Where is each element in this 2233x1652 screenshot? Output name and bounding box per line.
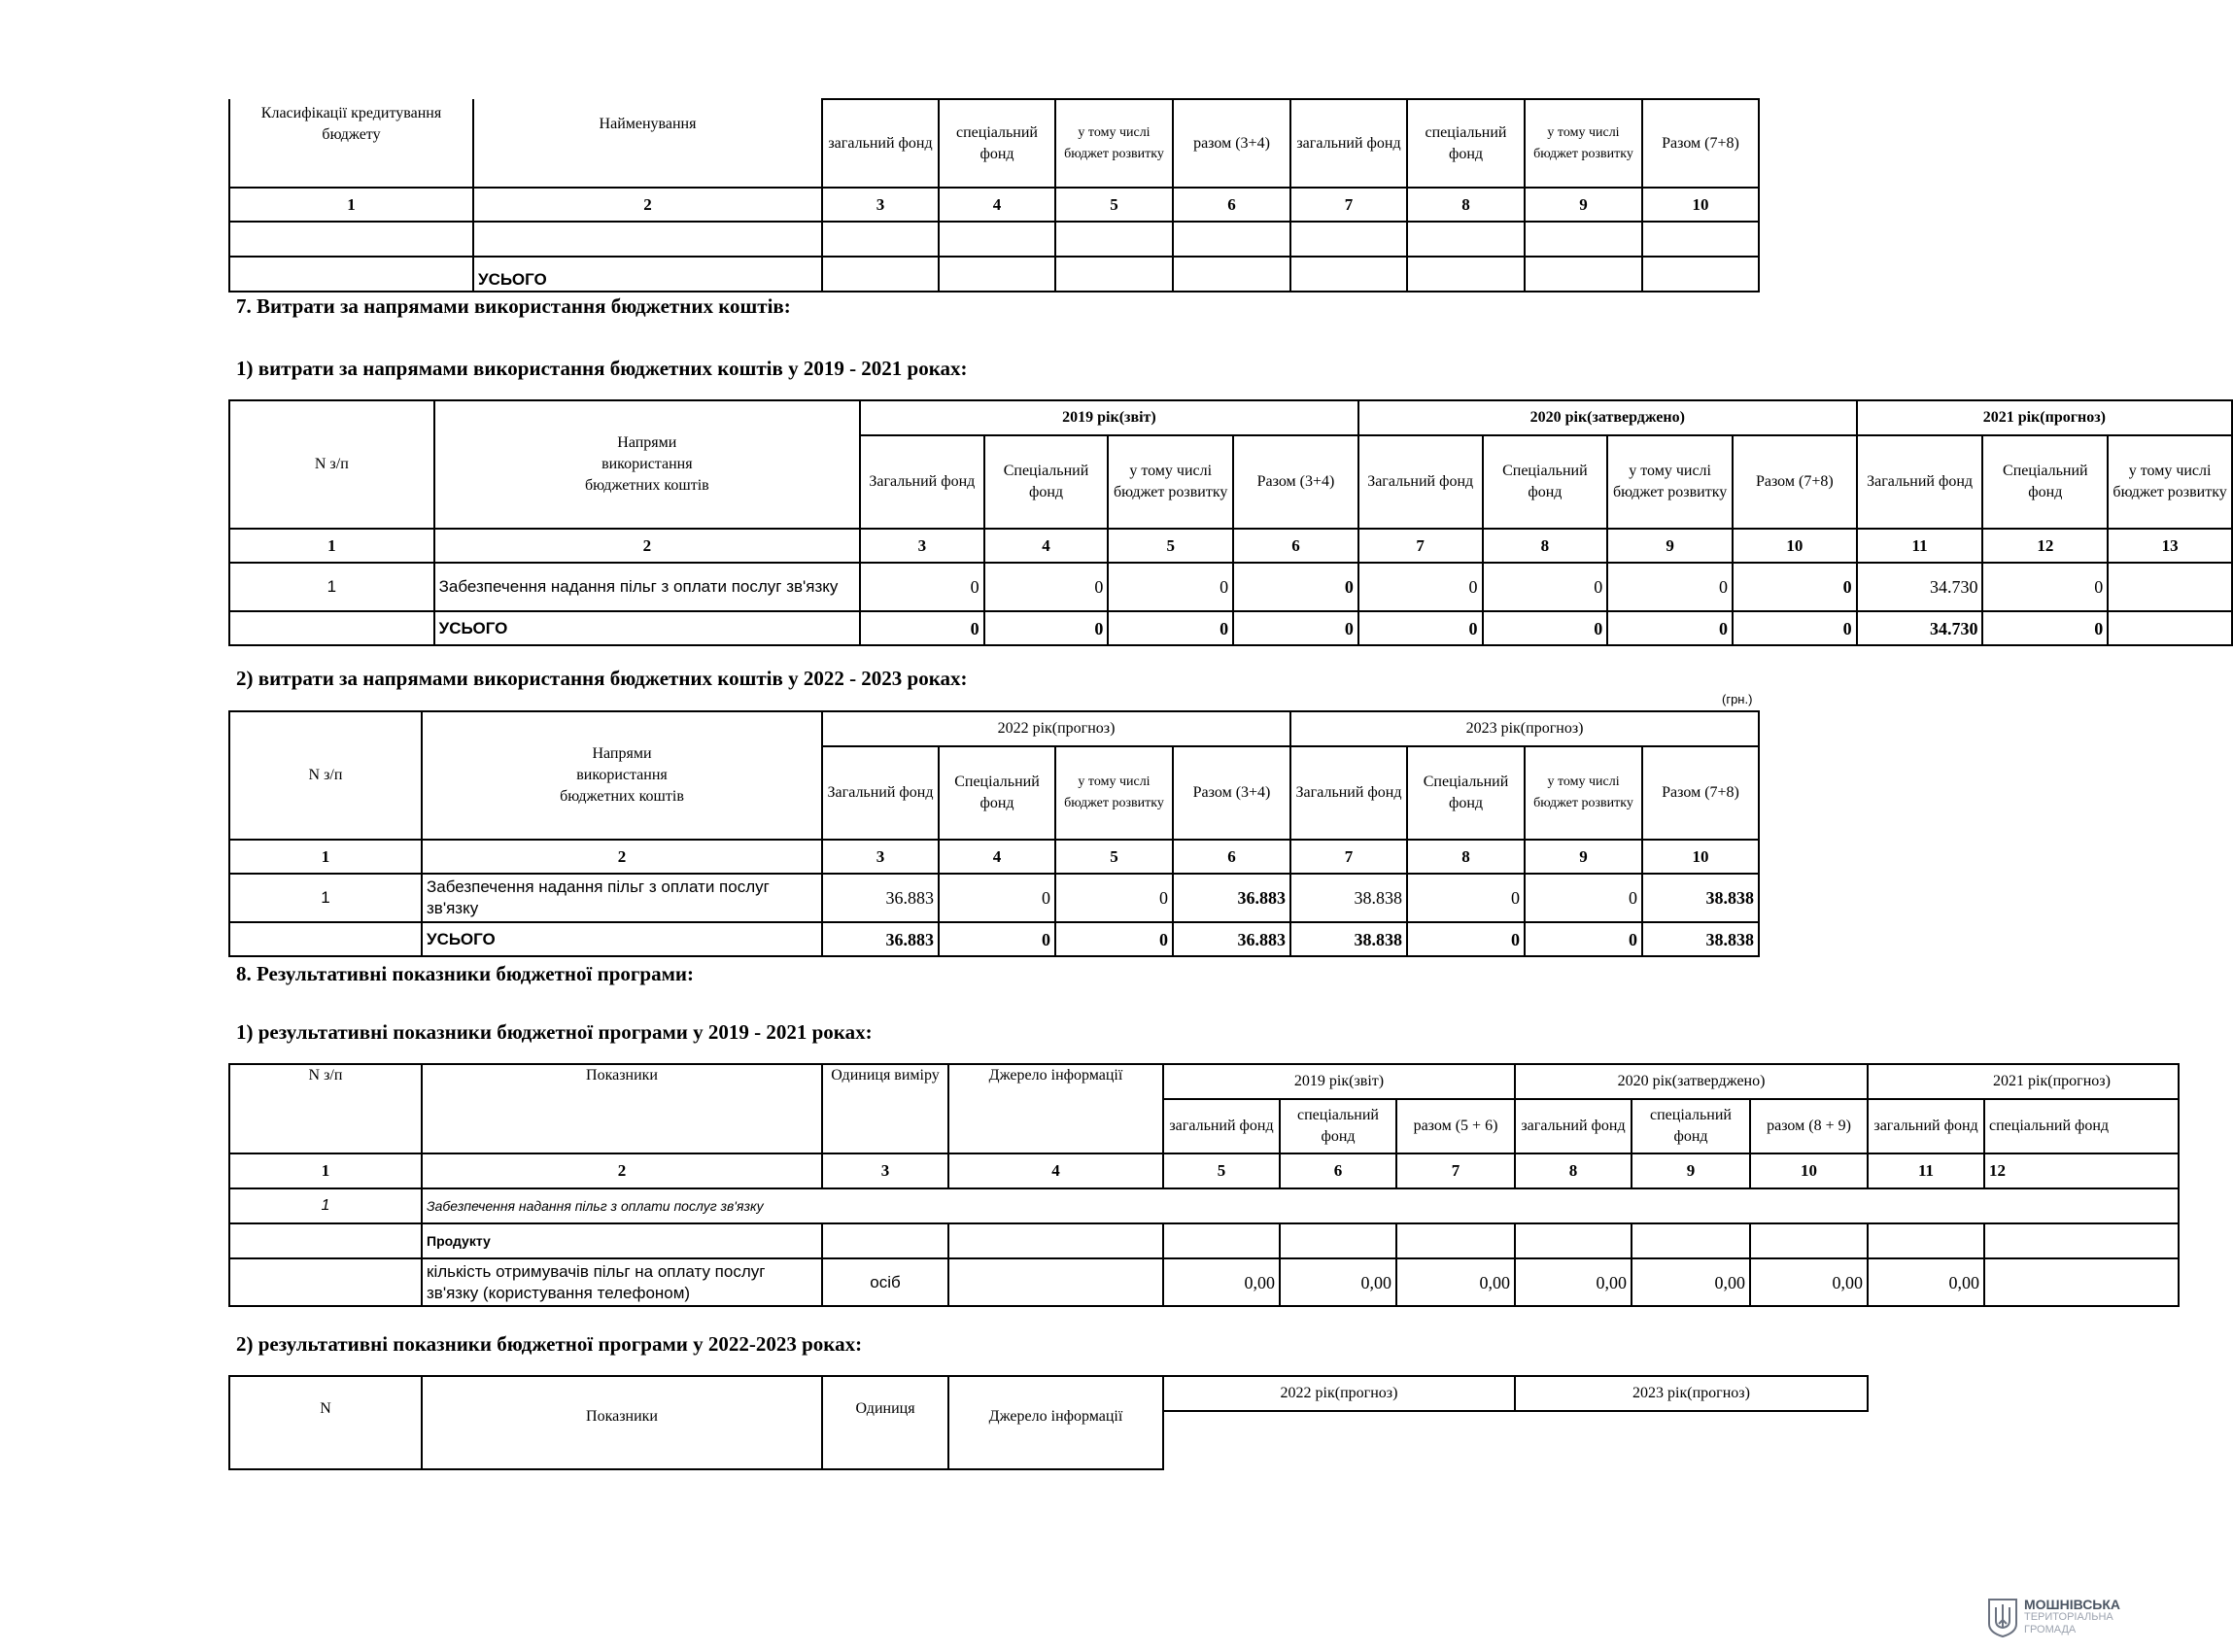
index-cell: 10 (1642, 840, 1759, 874)
empty-cell (1407, 257, 1525, 292)
row-number: 1 (229, 874, 422, 922)
group-row (229, 1223, 2179, 1258)
index-cell: 3 (822, 840, 939, 874)
task-row (229, 1188, 2179, 1223)
indicator-row (229, 1258, 2179, 1306)
empty-cell (229, 611, 434, 645)
empty-cell (822, 222, 939, 257)
empty-cell (948, 1223, 1163, 1258)
empty-cell (2108, 611, 2232, 645)
total-cell: 0 (1108, 611, 1233, 645)
empty-cell (1290, 257, 1407, 292)
header-col-3: загальний фонд (822, 99, 939, 188)
year-header-2019: 2019 рік(звіт) (860, 400, 1358, 435)
header-col-6: Разом (3+4) (1173, 746, 1290, 840)
total-label: УСЬОГО (434, 611, 860, 645)
header-col-11: Загальний фонд (1857, 435, 1983, 529)
empty-cell (1632, 1223, 1750, 1258)
empty-cell (1642, 257, 1759, 292)
index-cell: 4 (939, 188, 1055, 222)
empty-cell (1525, 222, 1642, 257)
indicator-group-label: Продукту (422, 1223, 822, 1258)
total-cell: 0 (1407, 922, 1525, 956)
index-cell: 10 (1642, 188, 1759, 222)
section-8-title: 8. Результативні показники бюджетної програми: (236, 962, 695, 985)
row-direction-name: Забезпечення надання пільг з оплати послуг зв'язку (434, 563, 860, 611)
header-indicators: Показники (422, 1376, 822, 1469)
value-cell: 0,00 (1280, 1258, 1396, 1306)
index-cell: 3 (822, 188, 939, 222)
task-number: 1 (229, 1188, 422, 1223)
value-cell: 0,00 (1396, 1258, 1515, 1306)
logo-text (2024, 1596, 2121, 1636)
header-unit: Одиниця виміру (822, 1064, 948, 1153)
header-col-6: спеціальний фонд (1280, 1099, 1396, 1153)
total-row (229, 611, 2232, 645)
header-col-7: загальний фонд (1290, 99, 1407, 188)
header-col-6: Разом (3+4) (1233, 435, 1358, 529)
value-cell: 0 (1733, 563, 1857, 611)
empty-cell (1173, 222, 1290, 257)
total-cell: 0 (1483, 611, 1608, 645)
empty-cell (939, 257, 1055, 292)
index-cell: 2 (422, 1153, 822, 1188)
total-label: УСЬОГО (473, 257, 822, 292)
index-cell: 7 (1290, 840, 1407, 874)
empty-cell (1515, 1223, 1632, 1258)
total-label: УСЬОГО (422, 922, 822, 956)
empty-cell (1407, 222, 1525, 257)
index-cell: 5 (1055, 840, 1173, 874)
header-col-8: спеціальний фонд (1407, 99, 1525, 188)
total-cell: 0 (1055, 922, 1173, 956)
section-7-subtitle-2: 2) витрати за напрямами використання бюджетних коштів у 2022 - 2023 роках: (236, 667, 968, 690)
header-col-5: загальний фонд (1163, 1099, 1280, 1153)
table-row (229, 563, 2232, 611)
index-cell: 3 (822, 1153, 948, 1188)
header-col-10: разом (8 + 9) (1750, 1099, 1868, 1153)
community-logo (1987, 1597, 2120, 1637)
header-number: N з/п (229, 1064, 422, 1153)
value-cell: 0,00 (1868, 1258, 1984, 1306)
header-name: Найменування (473, 99, 822, 188)
index-cell: 6 (1280, 1153, 1396, 1188)
empty-cell (1750, 1223, 1868, 1258)
header-col-8: загальний фонд (1515, 1099, 1632, 1153)
index-cell: 2 (422, 840, 822, 874)
expenses-2019-2021-clip (226, 398, 2227, 648)
year-header-2023: 2023 рік(прогноз) (1290, 711, 1759, 746)
expenses-2019-2021-table (228, 399, 2233, 646)
index-cell: 12 (1984, 1153, 2179, 1188)
total-cell: 0 (1607, 611, 1733, 645)
total-cell: 36.883 (822, 922, 939, 956)
header-col-4: Спеціальний фонд (939, 746, 1055, 840)
header-source: Джерело інформації (948, 1376, 1163, 1469)
empty-cell (1163, 1223, 1280, 1258)
index-cell: 1 (229, 188, 473, 222)
index-cell: 9 (1525, 188, 1642, 222)
header-col-13: у тому числі бюджет розвитку (2108, 435, 2232, 529)
index-cell: 8 (1483, 529, 1608, 563)
year-header-2022: 2022 рік(прогноз) (822, 711, 1290, 746)
row-number: 1 (229, 563, 434, 611)
header-col-12: спеціальний фонд (1984, 1099, 2179, 1153)
total-cell: 0 (939, 922, 1055, 956)
index-cell: 5 (1163, 1153, 1280, 1188)
header-col-5: у тому числі бюджет розвитку (1055, 99, 1173, 188)
index-cell: 6 (1173, 840, 1290, 874)
value-cell: 38.838 (1290, 874, 1407, 922)
index-cell: 7 (1358, 529, 1483, 563)
total-cell: 38.838 (1290, 922, 1407, 956)
header-number: N (229, 1376, 422, 1469)
value-cell: 0 (1982, 563, 2108, 611)
value-cell: 34.730 (1857, 563, 1983, 611)
header-col-3: Загальний фонд (860, 435, 984, 529)
value-cell: 0 (1483, 563, 1608, 611)
section-8-subtitle-2: 2) результативні показники бюджетної програми у 2022-2023 роках: (236, 1332, 863, 1356)
year-header-2022: 2022 рік(прогноз) (1163, 1376, 1515, 1411)
empty-cell (939, 222, 1055, 257)
empty-cell (229, 1258, 422, 1306)
header-col-3: Загальний фонд (822, 746, 939, 840)
logo-line-1: МОШНІВСЬКА (2024, 1596, 2121, 1612)
empty-cell (1984, 1223, 2179, 1258)
empty-cell (229, 922, 422, 956)
total-cell: 0 (1233, 611, 1358, 645)
header-classification: Класифікації кредитування бюджету (229, 99, 473, 188)
index-cell: 9 (1607, 529, 1733, 563)
header-col-7: разом (5 + 6) (1396, 1099, 1515, 1153)
year-header-2021: 2021 рік(прогноз) (1857, 400, 2232, 435)
table-row (229, 874, 1759, 922)
header-col-4: спеціальний фонд (939, 99, 1055, 188)
empty-cell (948, 1258, 1163, 1306)
empty-cell (1173, 257, 1290, 292)
header-col-9: у тому числі бюджет розвитку (1525, 99, 1642, 188)
unit-note: (грн.) (1722, 692, 1753, 706)
header-col-8: Спеціальний фонд (1407, 746, 1525, 840)
indicator-name: кількість отримувачів пільг на оплату послуг зв'язку (користування телефоном) (422, 1258, 822, 1306)
empty-cell (1525, 257, 1642, 292)
value-cell: 0 (1055, 874, 1173, 922)
index-cell: 10 (1750, 1153, 1868, 1188)
index-cell: 10 (1733, 529, 1857, 563)
index-cell: 1 (229, 1153, 422, 1188)
index-cell: 11 (1857, 529, 1983, 563)
value-cell: 0,00 (1515, 1258, 1632, 1306)
empty-cell (1055, 257, 1173, 292)
index-cell: 2 (473, 188, 822, 222)
year-header-2021: 2021 рік(прогноз) (1868, 1064, 2179, 1099)
logo-line-2: ТЕРИТОРІАЛЬНА (2024, 1610, 2113, 1623)
header-col-4: Спеціальний фонд (984, 435, 1109, 529)
total-cell: 0 (984, 611, 1109, 645)
year-header-2023: 2023 рік(прогноз) (1515, 1376, 1868, 1411)
credit-classification-table (228, 98, 1760, 293)
index-cell: 8 (1515, 1153, 1632, 1188)
index-cell: 12 (1982, 529, 2108, 563)
empty-cell (1055, 222, 1173, 257)
index-cell: 5 (1108, 529, 1233, 563)
empty-cell (822, 1223, 948, 1258)
total-cell: 34.730 (1857, 611, 1983, 645)
index-cell: 7 (1290, 188, 1407, 222)
year-header-2020: 2020 рік(затверджено) (1358, 400, 1857, 435)
task-name: Забезпечення надання пільг з оплати послуг зв'язку (422, 1188, 2179, 1223)
logo-line-3: ГРОМАДА (2024, 1623, 2077, 1635)
trident-icon (1987, 1597, 2018, 1637)
header-col-10: Разом (7+8) (1733, 435, 1857, 529)
index-cell: 4 (939, 840, 1055, 874)
indicators-2022-2023-table (228, 1375, 1869, 1470)
empty-cell (1290, 222, 1407, 257)
index-cell: 6 (1173, 188, 1290, 222)
total-cell: 0 (1525, 922, 1642, 956)
empty-cell (822, 257, 939, 292)
row-direction-name: Забезпечення надання пільг з оплати послуг зв'язку (422, 874, 822, 922)
indicator-unit: осіб (822, 1258, 948, 1306)
value-cell: 0,00 (1750, 1258, 1868, 1306)
header-direction: Напрями використання бюджетних коштів (434, 400, 860, 529)
header-col-10: Разом (7+8) (1642, 746, 1759, 840)
total-cell: 0 (860, 611, 984, 645)
index-cell: 4 (948, 1153, 1163, 1188)
header-col-9: у тому числі бюджет розвитку (1607, 435, 1733, 529)
empty-cell (229, 257, 473, 292)
header-col-10: Разом (7+8) (1642, 99, 1759, 188)
expenses-2022-2023-table (228, 710, 1760, 957)
index-cell: 6 (1233, 529, 1358, 563)
total-cell: 0 (1358, 611, 1483, 645)
empty-cell (1515, 1411, 1868, 1469)
value-cell: 0 (1108, 563, 1233, 611)
index-cell: 1 (229, 840, 422, 874)
empty-cell (2108, 563, 2232, 611)
empty-cell (1984, 1258, 2179, 1306)
empty-cell (1642, 222, 1759, 257)
empty-cell (1163, 1411, 1515, 1469)
value-cell: 0 (984, 563, 1109, 611)
value-cell: 0,00 (1163, 1258, 1280, 1306)
value-cell: 0,00 (1632, 1258, 1750, 1306)
header-number: N з/п (229, 711, 422, 840)
value-cell: 0 (1525, 874, 1642, 922)
indicators-2022-2023-clip (226, 1374, 1878, 1425)
total-cell: 36.883 (1173, 922, 1290, 956)
index-cell: 4 (984, 529, 1109, 563)
empty-cell (473, 222, 822, 257)
index-cell: 8 (1407, 188, 1525, 222)
value-cell: 0 (1607, 563, 1733, 611)
value-cell: 0 (860, 563, 984, 611)
header-col-11: загальний фонд (1868, 1099, 1984, 1153)
header-source: Джерело інформації (948, 1064, 1163, 1153)
header-col-9: спеціальний фонд (1632, 1099, 1750, 1153)
value-cell: 36.883 (1173, 874, 1290, 922)
index-cell: 9 (1525, 840, 1642, 874)
header-number: N з/п (229, 400, 434, 529)
total-cell: 0 (1982, 611, 2108, 645)
section-7-subtitle-1: 1) витрати за напрямами використання бюджетних коштів у 2019 - 2021 роках: (236, 357, 968, 380)
header-col-9: у тому числі бюджет розвитку (1525, 746, 1642, 840)
header-col-6: разом (3+4) (1173, 99, 1290, 188)
header-indicators: Показники (422, 1064, 822, 1153)
year-header-2019: 2019 рік(звіт) (1163, 1064, 1515, 1099)
index-cell: 1 (229, 529, 434, 563)
section-8-subtitle-1: 1) результативні показники бюджетної програми у 2019 - 2021 роках: (236, 1020, 873, 1044)
header-col-7: Загальний фонд (1290, 746, 1407, 840)
value-cell: 0 (1407, 874, 1525, 922)
total-cell: 38.838 (1642, 922, 1759, 956)
empty-cell (1280, 1223, 1396, 1258)
header-unit: Одиниця (822, 1376, 948, 1469)
header-col-5: у тому числі бюджет розвитку (1108, 435, 1233, 529)
value-cell: 0 (1358, 563, 1483, 611)
header-direction: Напрями використання бюджетних коштів (422, 711, 822, 840)
value-cell: 0 (939, 874, 1055, 922)
index-cell: 7 (1396, 1153, 1515, 1188)
value-cell: 36.883 (822, 874, 939, 922)
total-row (229, 922, 1759, 956)
value-cell: 0 (1233, 563, 1358, 611)
index-cell: 3 (860, 529, 984, 563)
header-col-7: Загальний фонд (1358, 435, 1483, 529)
empty-cell (1396, 1223, 1515, 1258)
year-header-2020: 2020 рік(затверджено) (1515, 1064, 1868, 1099)
empty-cell (229, 222, 473, 257)
empty-cell (229, 1223, 422, 1258)
index-cell: 2 (434, 529, 860, 563)
header-col-8: Спеціальний фонд (1483, 435, 1608, 529)
empty-cell (1868, 1223, 1984, 1258)
index-cell: 8 (1407, 840, 1525, 874)
index-cell: 11 (1868, 1153, 1984, 1188)
header-col-5: у тому числі бюджет розвитку (1055, 746, 1173, 840)
indicators-2019-2021-table (228, 1063, 2180, 1307)
index-cell: 13 (2108, 529, 2232, 563)
index-cell: 5 (1055, 188, 1173, 222)
total-cell: 0 (1733, 611, 1857, 645)
value-cell: 38.838 (1642, 874, 1759, 922)
indicators-2019-2021-clip (226, 1062, 2111, 1315)
section-7-title: 7. Витрати за напрямами використання бюджетних коштів: (236, 294, 791, 318)
header-col-12: Спеціальний фонд (1982, 435, 2108, 529)
index-cell: 9 (1632, 1153, 1750, 1188)
